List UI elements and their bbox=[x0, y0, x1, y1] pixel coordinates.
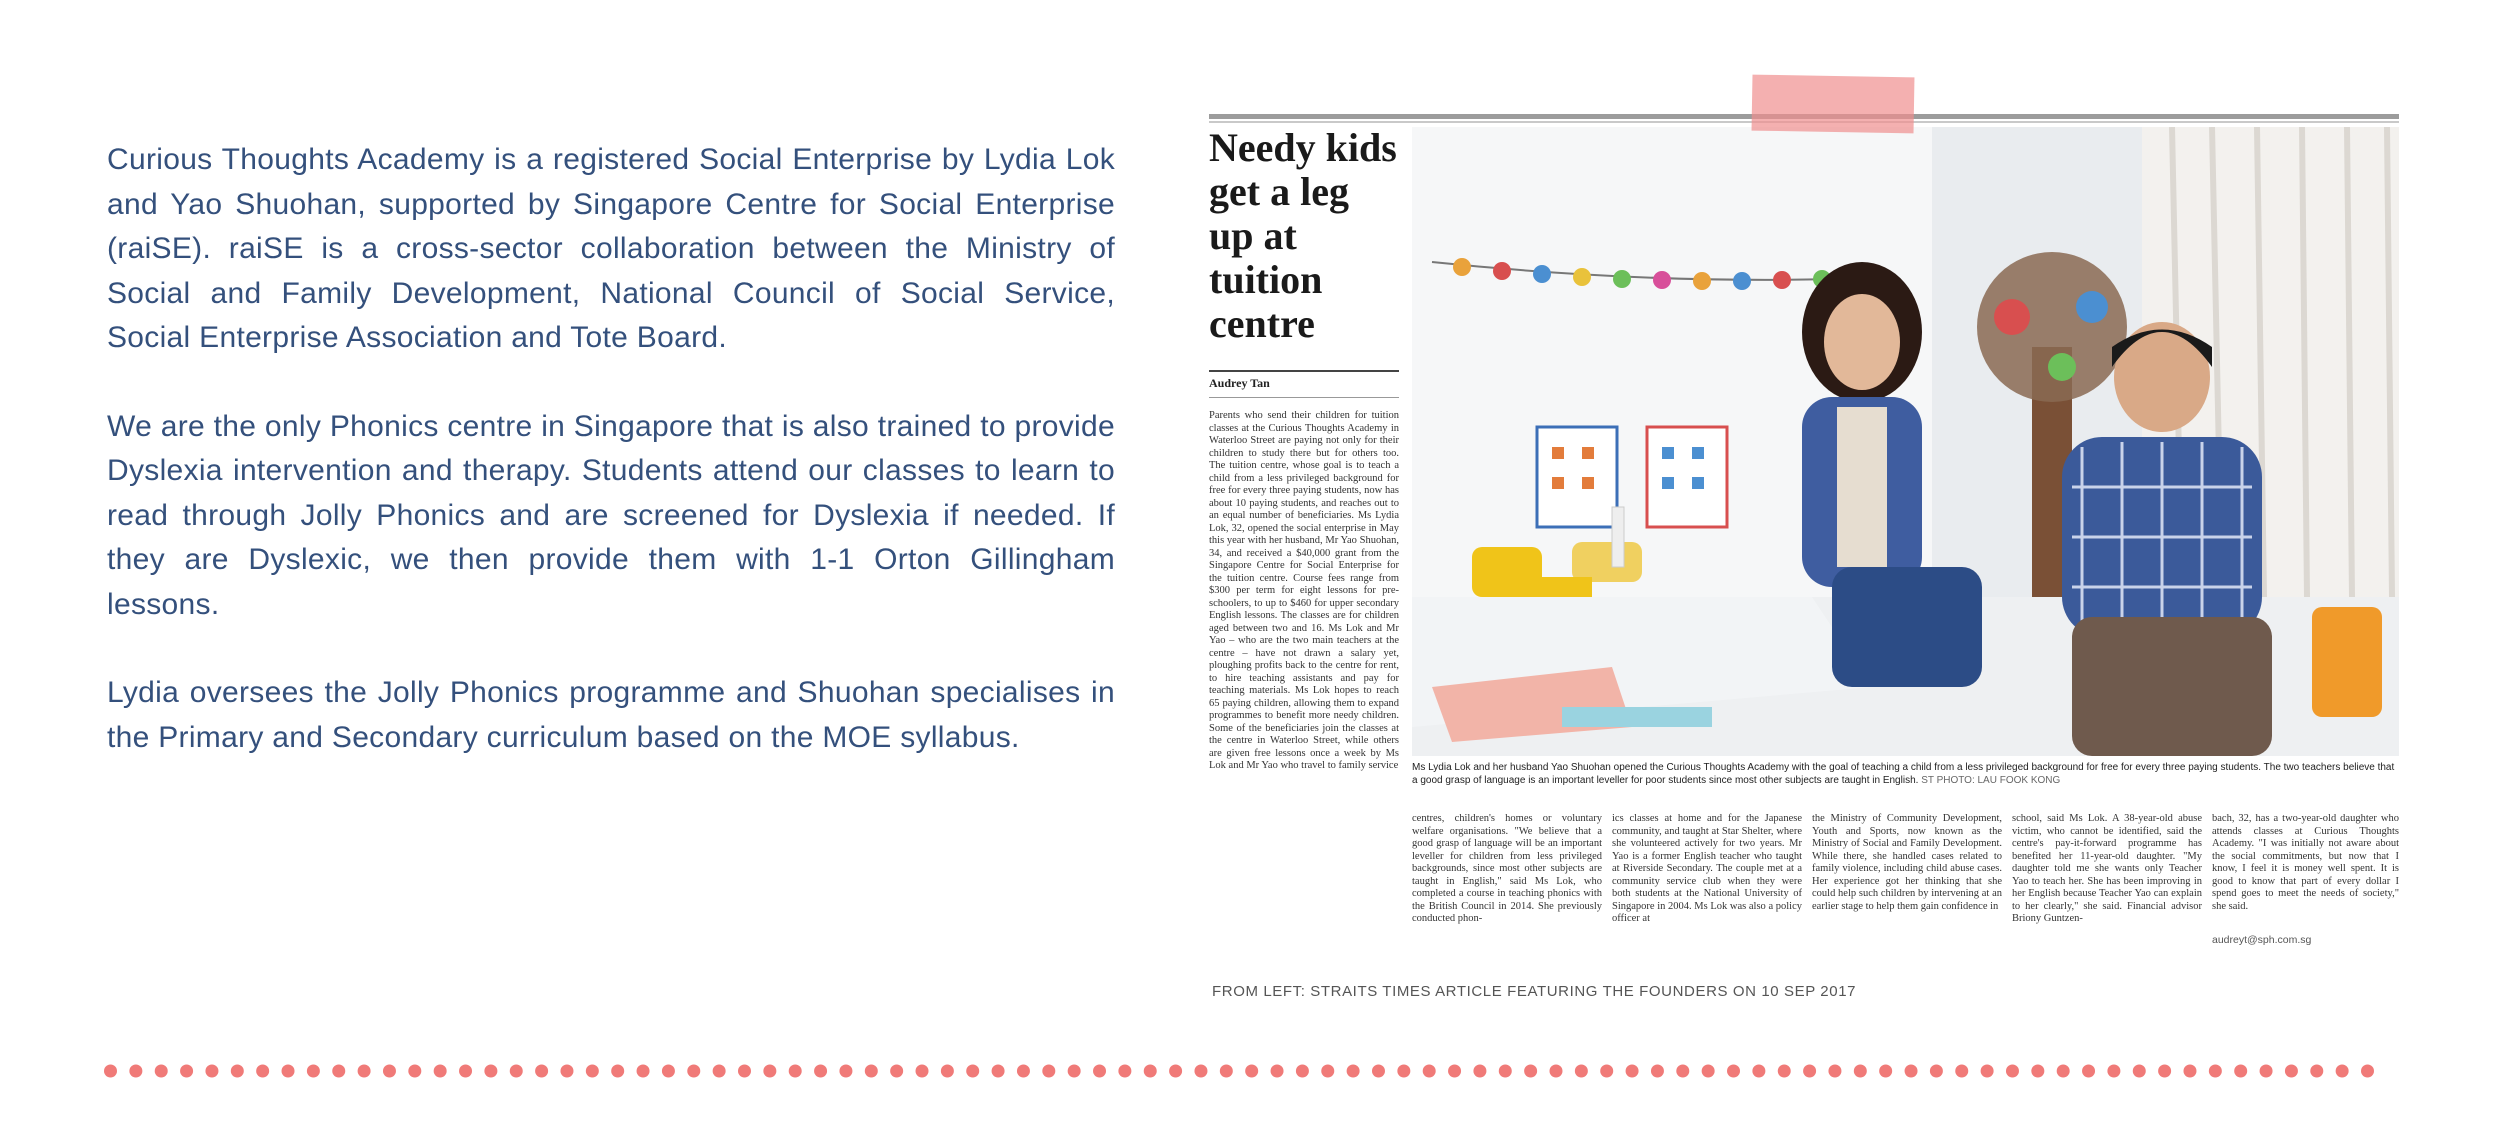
classroom-photo-illustration bbox=[1412, 127, 2399, 756]
divider-dot bbox=[2006, 1065, 2019, 1078]
divider-dot bbox=[180, 1065, 193, 1078]
article-column-3: ics classes at home and for the Japanese community, and taught at Star Shelter, where she volunteered actively for two years. Mr Yao is a former English teacher who taught at Riverside Secondary. The couple met at a community service club when they were both students at the National University of Singapore in 2004. Ms Lok was also a policy officer at bbox=[1612, 813, 1802, 924]
divider-dot bbox=[1651, 1065, 1664, 1078]
divider-dot bbox=[1600, 1065, 1613, 1078]
divider-dot bbox=[358, 1065, 371, 1078]
divider-dot bbox=[738, 1065, 751, 1078]
divider-dot bbox=[383, 1065, 396, 1078]
divider-dot bbox=[2133, 1065, 2146, 1078]
divider-dot bbox=[2082, 1065, 2095, 1078]
divider-dot bbox=[1017, 1065, 1030, 1078]
divider-dot bbox=[637, 1065, 650, 1078]
divider-dot bbox=[814, 1065, 827, 1078]
divider-dot bbox=[687, 1065, 700, 1078]
clipping-source-caption: FROM LEFT: STRAITS TIMES ARTICLE FEATURING THE FOUNDERS ON 10 SEP 2017 bbox=[1212, 983, 1857, 1000]
divider-dot bbox=[2260, 1065, 2273, 1078]
divider-dot bbox=[1118, 1065, 1131, 1078]
divider-dot bbox=[789, 1065, 802, 1078]
article-byline: Audrey Tan bbox=[1209, 370, 1399, 398]
divider-dot bbox=[2209, 1065, 2222, 1078]
intro-paragraph-1: Curious Thoughts Academy is a registered Social Enterprise by Lydia Lok and Yao Shuohan, supported by Singapore Centre for Social Enterprise (raiSE). raiSE is a cross-sector collaboration between the Ministry of Social and Family Development, National Council of Social Service, Social Enterprise Association and Tote Board. bbox=[107, 143, 1115, 354]
divider-dot bbox=[1727, 1065, 1740, 1078]
divider-dot bbox=[155, 1065, 168, 1078]
divider-dot bbox=[1144, 1065, 1157, 1078]
divider-dot bbox=[2031, 1065, 2044, 1078]
divider-dot bbox=[1626, 1065, 1639, 1078]
divider-dot bbox=[941, 1065, 954, 1078]
divider-dot bbox=[560, 1065, 573, 1078]
divider-dot bbox=[1473, 1065, 1486, 1078]
divider-dot bbox=[2234, 1065, 2247, 1078]
divider-dot bbox=[1194, 1065, 1207, 1078]
divider-dot bbox=[662, 1065, 675, 1078]
divider-dot bbox=[510, 1065, 523, 1078]
article-email: audreyt@sph.com.sg bbox=[2212, 934, 2312, 946]
divider-dot bbox=[890, 1065, 903, 1078]
divider-dot bbox=[1372, 1065, 1385, 1078]
divider-dot bbox=[2310, 1065, 2323, 1078]
divider-dot bbox=[1803, 1065, 1816, 1078]
divider-dot bbox=[2336, 1065, 2349, 1078]
divider-dot bbox=[1169, 1065, 1182, 1078]
divider-dot bbox=[1778, 1065, 1791, 1078]
article-column-5: school, said Ms Lok. A 38-year-old abuse victim, who cannot be identified, said the centre's pay-it-forward programme has benefited her 11-year-old daughter. "My daughter told me she wants only Teacher Yao to teach her. She has been improving in her English because Teacher Yao can explain to her clearly," she said. Financial advisor Briony Guntzen- bbox=[2012, 813, 2202, 924]
divider-dot bbox=[1093, 1065, 1106, 1078]
intro-text bbox=[107, 138, 1115, 804]
divider-dot bbox=[332, 1065, 345, 1078]
article-photo bbox=[1412, 127, 2399, 756]
divider-dot bbox=[408, 1065, 421, 1078]
divider-dot bbox=[839, 1065, 852, 1078]
divider-dot bbox=[1296, 1065, 1309, 1078]
divider-dot bbox=[1042, 1065, 1055, 1078]
divider-dot bbox=[916, 1065, 929, 1078]
article-column-1: Parents who send their children for tuition classes at the Curious Thoughts Academy in Waterloo Street are paying not only for their children to study there but for others too. The tuition centre, whose goal is to teach a child from a less privileged background for free for every three paying students, now has about 10 paying students, and reaches out to an equal number of beneficiaries. Ms Lydia Lok, 32, opened the social enterprise in May this year with her husband, Mr Yao Shuohan, 34, and received a $40,000 grant from the Singapore Centre for Social Enterprise for the tuition centre. Course fees range from $300 per term for eight lessons for pre-schoolers, to up to $460 for upper secondary English lessons. The classes are for children aged between two and 16. Ms Lok and Mr Yao – who are the two main teachers at the centre – have not drawn a salary yet, ploughing profits back to the centre for rent, to hire teaching assistants and pay for teaching materials. Ms Lok hopes to reach 65 paying children, allowing them to expand programmes to benefit more needy children. Some of the beneficiaries join the classes at the centre in Waterloo Street, while others are given free lessons once a week by Ms Lok and Mr Yao who travel to family service bbox=[1209, 410, 1399, 771]
photo-credit: ST PHOTO: LAU FOOK KONG bbox=[1921, 775, 2061, 786]
divider-dot bbox=[992, 1065, 1005, 1078]
divider-dot bbox=[1499, 1065, 1512, 1078]
divider-dot bbox=[1879, 1065, 1892, 1078]
divider-dot bbox=[1854, 1065, 1867, 1078]
divider-dot bbox=[307, 1065, 320, 1078]
divider-dot bbox=[205, 1065, 218, 1078]
article-column-6: bach, 32, has a two-year-old daughter who attends classes at Curious Thoughts Academy. "I was initially not aware about the social commitments, but now that I know, I feel it is money well spent. It is good to know that part of every dollar I spend goes to meet the needs of society," she said. bbox=[2212, 813, 2399, 912]
divider-dot bbox=[484, 1065, 497, 1078]
divider-dot bbox=[1245, 1065, 1258, 1078]
newspaper-clipping bbox=[1209, 108, 2399, 958]
divider-dot bbox=[129, 1065, 142, 1078]
divider-dot bbox=[2158, 1065, 2171, 1078]
divider-dot bbox=[1752, 1065, 1765, 1078]
divider-dot bbox=[1828, 1065, 1841, 1078]
divider-dot bbox=[2057, 1065, 2070, 1078]
divider-dot bbox=[1524, 1065, 1537, 1078]
tape-decoration bbox=[1752, 75, 1915, 134]
divider-dot bbox=[1347, 1065, 1360, 1078]
divider-dot bbox=[1448, 1065, 1461, 1078]
divider-dot bbox=[586, 1065, 599, 1078]
divider-dot bbox=[231, 1065, 244, 1078]
article-column-2: centres, children's homes or voluntary welfare organisations. "We believe that a good grasp of language will be an important leveller for children from less privileged backgrounds, since most other subjects are taught in English," said Ms Lok, who completed a course in teaching phonics with the British Council in 2014. She previously conducted phon- bbox=[1412, 813, 1602, 924]
intro-paragraph-2: We are the only Phonics centre in Singapore that is also trained to provide Dyslexia intervention and therapy. Students attend our classes to learn to read through Jolly Phonics and are screened for Dyslexia if needed. If they are Dyslexic, we then provide them with 1-1 Orton Gillingham lessons. bbox=[107, 409, 1115, 621]
divider-dot bbox=[611, 1065, 624, 1078]
divider-dot bbox=[2107, 1065, 2120, 1078]
divider-dot bbox=[1549, 1065, 1562, 1078]
divider-dot bbox=[2183, 1065, 2196, 1078]
divider-dot bbox=[1321, 1065, 1334, 1078]
divider-dot bbox=[1955, 1065, 1968, 1078]
divider-dot bbox=[1220, 1065, 1233, 1078]
divider-dot bbox=[459, 1065, 472, 1078]
divider-dot bbox=[256, 1065, 269, 1078]
article-headline: Needy kids get a leg up at tuition centre bbox=[1209, 125, 1397, 346]
divider-dot bbox=[2285, 1065, 2298, 1078]
divider-dot bbox=[1930, 1065, 1943, 1078]
divider-dot bbox=[1981, 1065, 1994, 1078]
divider-dot bbox=[865, 1065, 878, 1078]
divider-dot bbox=[763, 1065, 776, 1078]
photo-caption-text: Ms Lydia Lok and her husband Yao Shuohan opened the Curious Thoughts Academy with the goal of teaching a child from a less privileged background for free for every three paying students. The two teachers believe that a good grasp of language is an important leveller for poor students since most other subjects are taught in English. bbox=[1412, 762, 2395, 786]
divider-dot bbox=[966, 1065, 979, 1078]
divider-dot bbox=[1068, 1065, 1081, 1078]
divider-dot bbox=[434, 1065, 447, 1078]
divider-dot bbox=[713, 1065, 726, 1078]
dotted-divider bbox=[104, 1063, 2374, 1079]
divider-dot bbox=[104, 1065, 117, 1078]
divider-dot bbox=[1575, 1065, 1588, 1078]
divider-dot bbox=[282, 1065, 295, 1078]
divider-dot bbox=[1397, 1065, 1410, 1078]
divider-dot bbox=[1676, 1065, 1689, 1078]
divider-dot bbox=[535, 1065, 548, 1078]
divider-dot bbox=[1702, 1065, 1715, 1078]
divider-dot bbox=[1905, 1065, 1918, 1078]
article-column-4: the Ministry of Community Development, Youth and Sports, now known as the Ministry of Social and Family Development. While there, she handled cases related to family violence, including child abuse cases. Her experience got her thinking that she could help such children by intervening at an earlier stage to help them gain confidence in bbox=[1812, 813, 2002, 912]
divider-dot bbox=[2361, 1065, 2374, 1078]
divider-dot bbox=[1423, 1065, 1436, 1078]
photo-caption bbox=[1412, 761, 2399, 787]
intro-paragraph-3: Lydia oversees the Jolly Phonics programme and Shuohan specialises in the Primary and Secondary curriculum based on the MOE syllabus. bbox=[107, 676, 1115, 754]
divider-dot bbox=[1271, 1065, 1284, 1078]
